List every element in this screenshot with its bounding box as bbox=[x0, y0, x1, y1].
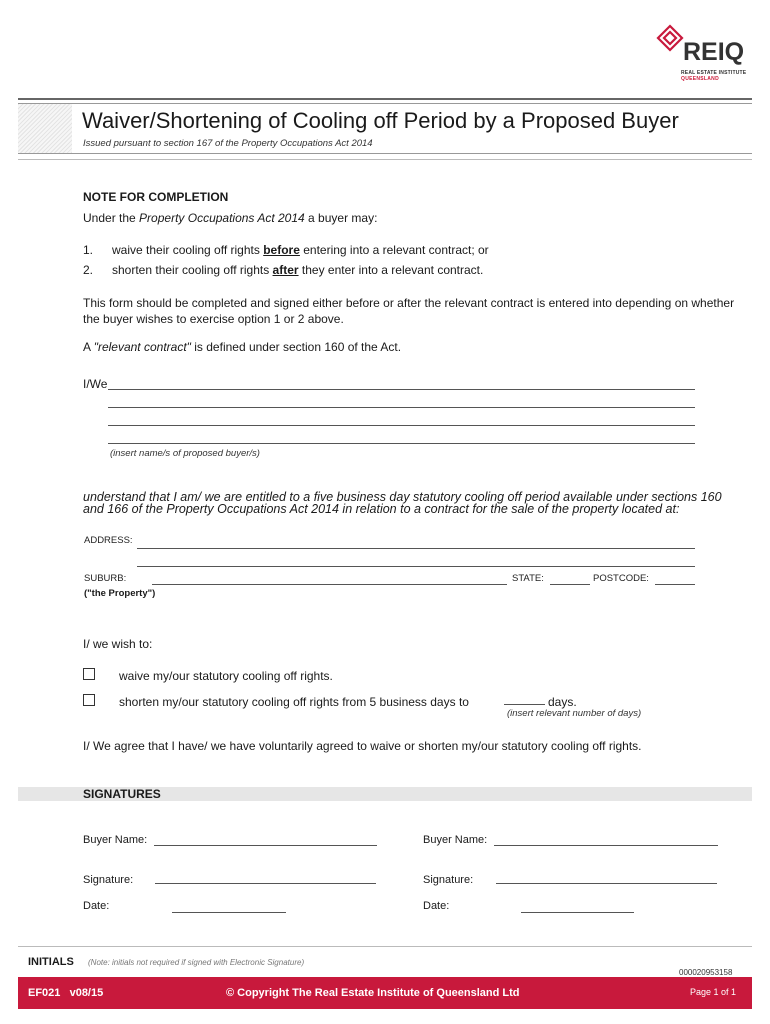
buyer-names-instruction: (insert name/s of proposed buyer/s) bbox=[110, 448, 260, 459]
header-hatch-block bbox=[18, 104, 72, 154]
signatures-heading: SIGNATURES bbox=[83, 787, 161, 801]
header-rule-bottom bbox=[18, 153, 752, 154]
days-field[interactable] bbox=[504, 704, 545, 705]
logo-state: QUEENSLAND bbox=[681, 76, 720, 82]
note-heading: NOTE FOR COMPLETION bbox=[83, 190, 229, 204]
buyer2-name-label: Buyer Name: bbox=[423, 834, 488, 846]
relevant-contract-definition: A "relevant contract" is defined under section 160 of the Act. bbox=[83, 340, 402, 354]
list-item-number: 2. bbox=[83, 263, 94, 277]
buyer2-signature-field[interactable] bbox=[496, 883, 717, 884]
shorten-option-label: shorten my/our statutory cooling off rights from 5 business days to bbox=[119, 695, 469, 709]
waive-option-label: waive my/our statutory cooling off rights. bbox=[119, 669, 333, 683]
buyer1-name-label: Buyer Name: bbox=[83, 834, 148, 846]
footer-rule bbox=[18, 946, 752, 947]
address-field-line-1[interactable] bbox=[137, 548, 695, 549]
understanding-statement: understand that I am/ we are entitled to a five business day statutory cooling off period available under sections 160 and 166 of the Property Occupations Act 2014 in relation to a contract for the sale of the property located at: bbox=[83, 490, 722, 516]
waive-checkbox[interactable] bbox=[83, 668, 95, 680]
address-label: ADDRESS: bbox=[84, 535, 133, 546]
buyer2-signature-label: Signature: bbox=[423, 874, 474, 886]
page-number: Page 1 of 1 bbox=[690, 987, 737, 997]
voluntary-agreement-statement: I/ We agree that I have/ we have voluntarily agreed to waive or shorten my/our statutory cooling off rights. bbox=[83, 739, 642, 753]
completion-instructions: This form should be completed and signed either before or after the relevant contract is entered into depending on whether the buyer wishes to exercise option 1 or 2 above. bbox=[83, 296, 735, 326]
document-subtitle: Issued pursuant to section 167 of the Property Occupations Act 2014 bbox=[83, 138, 373, 149]
buyer1-signature-field[interactable] bbox=[155, 883, 376, 884]
header-rule-top-thin bbox=[18, 103, 752, 104]
buyer1-date-label: Date: bbox=[83, 900, 110, 912]
state-field[interactable] bbox=[550, 584, 590, 585]
list-item: shorten their cooling off rights after they enter into a relevant contract. bbox=[112, 263, 484, 277]
buyer1-name-field[interactable] bbox=[154, 845, 377, 846]
copyright-notice: © Copyright The Real Estate Institute of Queensland Ltd bbox=[226, 987, 520, 999]
document-number: 000020953158 bbox=[679, 968, 733, 977]
list-item-number: 1. bbox=[83, 243, 94, 257]
postcode-label: POSTCODE: bbox=[593, 573, 649, 584]
days-instruction: (insert relevant number of days) bbox=[507, 708, 642, 719]
document-title: Waiver/Shortening of Cooling off Period by a Proposed Buyer bbox=[82, 108, 679, 133]
initials-label: INITIALS bbox=[28, 956, 74, 968]
logo-wordmark: REIQ bbox=[683, 38, 745, 66]
logo-subtitle: REAL ESTATE INSTITUTE bbox=[681, 70, 747, 76]
buyer-names-field-line-3[interactable] bbox=[108, 425, 695, 426]
state-label: STATE: bbox=[512, 573, 544, 584]
days-label: days. bbox=[548, 695, 577, 709]
buyer1-date-field[interactable] bbox=[172, 912, 286, 913]
suburb-label: SUBURB: bbox=[84, 573, 127, 584]
buyer-names-field-line-1[interactable] bbox=[108, 389, 695, 390]
form-code: EF021 v08/15 bbox=[28, 987, 104, 999]
buyer-names-field-line-4[interactable] bbox=[108, 443, 695, 444]
list-item: waive their cooling off rights before entering into a relevant contract; or bbox=[112, 243, 489, 257]
postcode-field[interactable] bbox=[655, 584, 695, 585]
buyer1-signature-label: Signature: bbox=[83, 874, 134, 886]
note-intro: Under the Property Occupations Act 2014 a buyer may: bbox=[83, 211, 378, 225]
address-field-line-2[interactable] bbox=[137, 566, 695, 567]
shorten-checkbox[interactable] bbox=[83, 694, 95, 706]
buyer-names-label: I/We bbox=[83, 377, 108, 391]
buyer2-date-field[interactable] bbox=[521, 912, 634, 913]
suburb-field[interactable] bbox=[152, 584, 507, 585]
options-intro: I/ we wish to: bbox=[83, 637, 153, 651]
property-definition: ("the Property") bbox=[84, 588, 156, 599]
header-rule-top bbox=[18, 98, 752, 100]
buyer2-name-field[interactable] bbox=[494, 845, 718, 846]
buyer2-date-label: Date: bbox=[423, 900, 450, 912]
buyer-names-field-line-2[interactable] bbox=[108, 407, 695, 408]
initials-note: (Note: initials not required if signed with Electronic Signature) bbox=[88, 958, 305, 967]
header-rule-bottom-thin bbox=[18, 159, 752, 160]
